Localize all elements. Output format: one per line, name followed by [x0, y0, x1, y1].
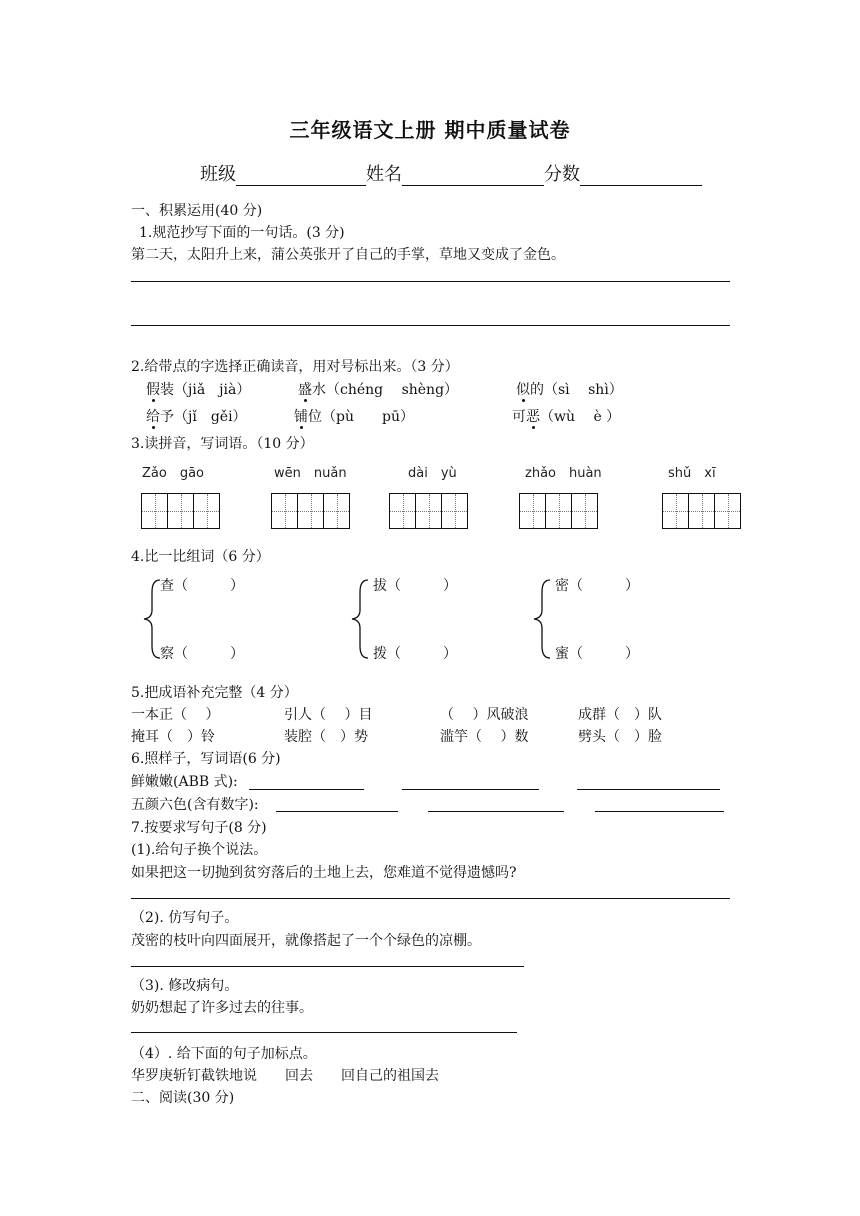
writing-grid[interactable]: [271, 493, 350, 529]
answer-line[interactable]: [595, 811, 724, 812]
answer-line[interactable]: [249, 789, 364, 790]
student-info-row: [200, 160, 702, 186]
compare-word[interactable]: 拨（ ）: [373, 646, 457, 662]
part1-heading: 一、积累运用(40 分): [131, 203, 263, 219]
q2-item[interactable]: 盛水（chéng shèng）: [298, 382, 459, 398]
name-blank[interactable]: [402, 167, 544, 186]
q6-example-2: 五颜六色(含有数字):: [131, 797, 259, 813]
q7-sub3-title: （3). 修改病句。: [131, 978, 239, 994]
q4-title: 4.比一比组词（6 分）: [131, 549, 270, 565]
q2-item[interactable]: 似的（sì shì）: [516, 382, 623, 398]
idiom-item[interactable]: 装腔（ ）势: [284, 729, 368, 745]
pinyin-label: Zǎo gāo: [142, 466, 204, 481]
q1-title: 1.规范抄写下面的一句话。(3 分): [139, 225, 345, 241]
q2-item[interactable]: 给予（jǐ gěi）: [146, 409, 247, 425]
pinyin-label: dài yù: [408, 466, 457, 481]
score-blank[interactable]: [580, 167, 702, 186]
q6-title: 6.照样子，写词语(6 分): [131, 751, 281, 767]
answer-line[interactable]: [402, 789, 539, 790]
writing-grid[interactable]: [519, 493, 598, 529]
answer-line[interactable]: [131, 898, 730, 899]
answer-line[interactable]: [428, 811, 564, 812]
idiom-item[interactable]: 一本正（ ）: [131, 707, 220, 723]
compare-word[interactable]: 察（ ）: [160, 646, 244, 662]
q5-title: 5.把成语补充完整（4 分）: [131, 685, 298, 701]
compare-word[interactable]: 查（ ）: [160, 578, 244, 594]
answer-line[interactable]: [131, 1032, 517, 1033]
brace-icon: [530, 574, 554, 664]
writing-grid[interactable]: [389, 493, 468, 529]
answer-line[interactable]: [577, 789, 720, 790]
score-label: 分数: [544, 164, 580, 185]
q1-answer-line-2[interactable]: [131, 325, 730, 326]
q7-sub1-text: 如果把这一切抛到贫穷落后的土地上去，您难道不觉得遗憾吗?: [131, 865, 517, 881]
writing-grid[interactable]: [141, 493, 220, 529]
idiom-item[interactable]: 劈头（ ）脸: [578, 729, 662, 745]
q7-sub3-text: 奶奶想起了许多过去的往事。: [131, 1000, 313, 1016]
q7-sub4-title: （4）. 给下面的句子加标点。: [131, 1046, 317, 1062]
pinyin-label: shǔ xī: [668, 466, 716, 481]
q2-title: 2.给带点的字选择正确读音，用对号标出来。（3 分）: [131, 359, 459, 375]
part2-heading: 二、阅读(30 分): [131, 1090, 235, 1106]
idiom-item[interactable]: （ ）风破浪: [440, 707, 529, 723]
q1-sentence: 第二天，太阳升上来，蒲公英张开了自己的手掌，草地又变成了金色。: [131, 247, 565, 263]
pinyin-label: zhǎo huàn: [525, 466, 602, 481]
writing-grid[interactable]: [662, 493, 741, 529]
idiom-item[interactable]: 掩耳（ ）铃: [131, 729, 215, 745]
class-label: 班级: [200, 164, 236, 185]
answer-line[interactable]: [276, 811, 398, 812]
q2-item[interactable]: 铺位（pù pū）: [294, 409, 414, 425]
compare-word[interactable]: 密（ ）: [555, 578, 639, 594]
idiom-item[interactable]: 滥竽（ ）数: [440, 729, 529, 745]
compare-word[interactable]: 拔（ ）: [373, 578, 457, 594]
q1-answer-line-1[interactable]: [131, 281, 730, 282]
q7-sub2-title: （2). 仿写句子。: [131, 910, 239, 926]
q7-sub1-title: (1).给句子换个说法。: [131, 842, 268, 858]
idiom-item[interactable]: 成群（ ）队: [578, 707, 662, 723]
brace-icon: [348, 574, 372, 664]
q2-item[interactable]: 可恶（wù è ）: [512, 409, 621, 425]
pinyin-label: wēn nuǎn: [274, 466, 347, 481]
name-label: 姓名: [366, 164, 402, 185]
compare-word[interactable]: 蜜（ ）: [555, 646, 639, 662]
answer-line[interactable]: [131, 966, 524, 967]
q3-title: 3.读拼音，写词语。（10 分）: [131, 436, 314, 452]
idiom-item[interactable]: 引人（ ）目: [284, 707, 373, 723]
q7-sub2-text: 茂密的枝叶向四面展开，就像搭起了一个个绿色的凉棚。: [131, 933, 481, 949]
q6-example-1: 鲜嫩嫩(ABB 式):: [131, 774, 238, 790]
class-blank[interactable]: [236, 167, 366, 186]
q2-item[interactable]: 假装（jiǎ jià）: [146, 382, 251, 398]
exam-title: 三年级语文上册 期中质量试卷: [289, 118, 571, 142]
q7-title: 7.按要求写句子(8 分): [131, 820, 267, 836]
q7-sub4-text[interactable]: 华罗庚斩钉截铁地说 回去 回自己的祖国去: [131, 1068, 439, 1084]
